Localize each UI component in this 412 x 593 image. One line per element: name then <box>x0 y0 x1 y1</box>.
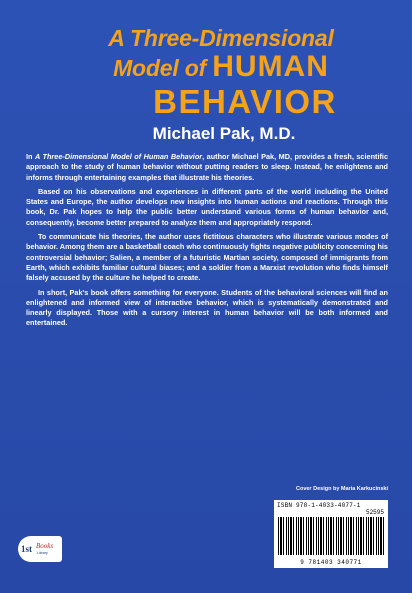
title-line-1: A Three-Dimensional <box>108 25 334 51</box>
description-paragraph-2: Based on his observations and experiences in different parts of the world including the United States and Europe, the author develops new insights into human actions and reactions. Through this book, Dr. Pak hopes to help the public better understand various forms of human behavior and, consequently, become better prepared to analyze them and appropriately respond. <box>26 186 388 227</box>
cover-design-credit: Cover Design by Maria Karkucinski <box>295 486 388 492</box>
title-line-2-prefix: Model of <box>113 55 213 81</box>
publisher-logo-subtext: Library <box>37 551 48 555</box>
title-line-2 <box>30 52 412 83</box>
barcode-bars <box>278 517 384 555</box>
barcode-digits: 9 781403 340771 <box>300 559 362 566</box>
isbn-number: ISBN 978-1-4033-4077-1 <box>277 502 361 509</box>
paragraph-1-rest: , author Michael Pak, MD, provides a fresh, scientific approach to the study of human behavior without putting readers to sleep. Instead, he enlightens and informs through entertaining examples that illustrate his theories. <box>26 152 388 182</box>
book-description <box>26 152 388 333</box>
paragraph-1-prefix: In <box>26 152 35 161</box>
paragraph-1-book-title: A Three-Dimensional Model of Human Behavior <box>35 152 203 161</box>
author-name: Michael Pak, M.D. <box>152 124 296 143</box>
publisher-logo-mark: 1st <box>21 544 32 554</box>
description-paragraph-3: To communicate his theories, the author uses fictitious characters who illustrate various modes of behavior. Among them are a basketball coach who continuously fights negative publicity concerning his controversial behavior; Salien, a member of a futuristic Martian society, composed of immigrants from Earth, which exhibits familiar cultural biases; and a soldier from a Marxist revolution who finds himself falsely accused by the culture he helped to create. <box>26 232 388 283</box>
title-line-3: BEHAVIOR <box>153 83 337 120</box>
title-line-2-emphasis: HUMAN <box>212 50 329 83</box>
price-code: 52595 <box>365 509 384 516</box>
publisher-logo <box>18 536 62 562</box>
isbn-barcode <box>274 500 388 568</box>
description-paragraph-1 <box>26 152 388 183</box>
book-title <box>0 24 412 121</box>
description-paragraph-4: In short, Pak's book offers something for everyone. Students of the behavioral sciences will find an enlightened and informed view of interactive behavior, which is systematically demonstrated and linearly displayed. Those with a cursory interest in human behavior will be both informed and entertained. <box>26 287 388 328</box>
publisher-logo-word: Books <box>36 542 54 550</box>
